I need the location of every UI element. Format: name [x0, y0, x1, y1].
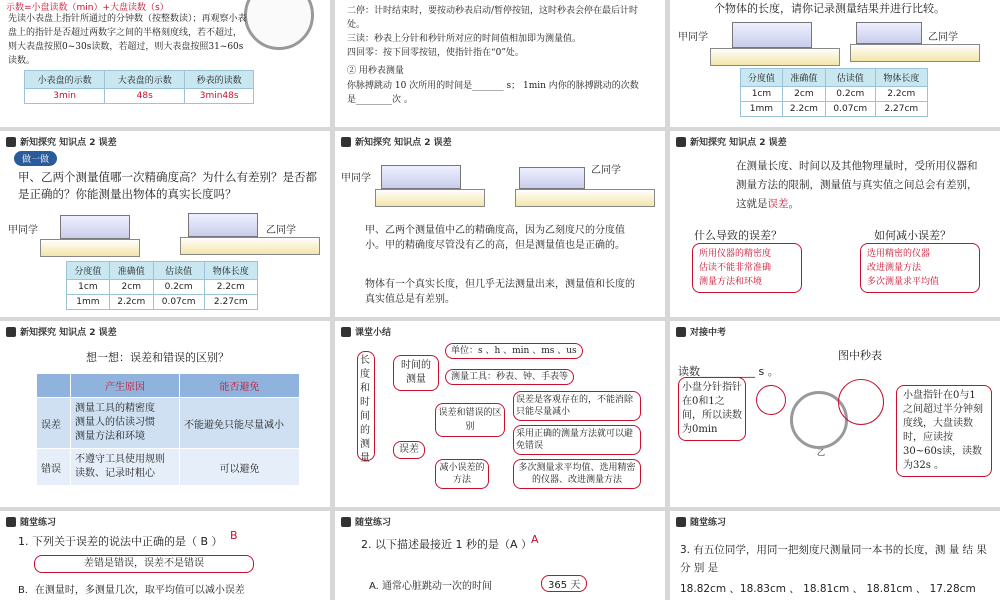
unit-node: 单位：s 、h 、min 、ms 、us	[445, 343, 583, 359]
formula-line: 示数=小盘读数（min）+大盘读数（s）	[6, 3, 169, 13]
practice-icon	[6, 517, 16, 527]
rocket-icon	[6, 137, 16, 147]
slide-header: 新知探究 知识点 2 误差	[6, 135, 117, 148]
option-b[interactable]: B．在测量时，多测量几次，取平均值可以减小误差	[18, 585, 245, 596]
measure-values: 18.82cm 、18.83cm 、 18.81cm 、 18.81cm 、 17.28cm	[680, 583, 976, 595]
label-a: 甲同学	[678, 32, 708, 43]
intro: 个物体的长度，请你记录测量结果并进行比较。	[714, 2, 945, 15]
paragraph-1: 甲、乙两个测量值中乙的精确度高，因为乙刻度尺的分度值小。甲的精确度尽管没有乙的高，但是测量值也是正确的。	[365, 225, 625, 251]
reduce-node: 减小误差的方法	[435, 459, 489, 489]
small-dial-image	[756, 385, 786, 415]
activity-badge: 做一做	[14, 151, 57, 166]
rocket-icon	[676, 137, 686, 147]
reduce-question: 如何减小误差？	[874, 229, 951, 242]
diff-1: 误差是客观存在的，不能消除只能尽量减小	[513, 391, 641, 421]
ruler-b	[180, 237, 320, 255]
slide-7[interactable]	[0, 321, 330, 507]
tool-node: 测量工具：秒表、钟、手表等	[445, 369, 574, 385]
cause-question: 什么导致的误差？	[694, 229, 782, 242]
object-block-b	[519, 167, 585, 189]
slide-6[interactable]	[670, 131, 1000, 317]
measure-table: 分度值 准确值 估读值 物体长度 1cm 2cm 0.2cm 2.2cm 1mm 2.2cm 0.07cm 2.27cm	[740, 68, 928, 117]
slide-header: 随堂练习	[6, 515, 56, 528]
label-b: 乙同学	[928, 32, 958, 43]
ruler-b	[515, 189, 655, 207]
rocket-icon	[6, 327, 16, 337]
slide-header: 对接中考	[676, 325, 726, 338]
object-block-a	[60, 215, 130, 239]
practice-icon	[676, 517, 686, 527]
object-block-b	[188, 213, 258, 237]
label-b: 乙同学	[266, 225, 296, 236]
stopwatch-image	[244, 0, 314, 50]
summary-icon	[341, 327, 351, 337]
match-box: 365 天	[541, 575, 587, 592]
slide-12[interactable]	[670, 511, 1000, 600]
label-b: 乙同学	[591, 165, 621, 176]
question-2: 2. 以下描述最接近 1 秒的是（A ）	[361, 538, 533, 551]
slide-10[interactable]	[0, 511, 330, 600]
answer-2: A	[531, 533, 539, 546]
stopwatch-title: 图中秒表	[838, 349, 882, 362]
option-a[interactable]: A. 通常心脏跳动一次的时间	[369, 581, 493, 592]
step-4: 四回零：按下回零按钮，使指针指在“0”处。	[347, 48, 524, 58]
slide-11[interactable]	[335, 511, 665, 600]
dial-label: 乙	[817, 448, 825, 457]
object-block-a	[732, 22, 812, 48]
slide-header: 随堂练习	[341, 515, 391, 528]
slide-header: 新知探究 知识点 2 误差	[6, 325, 117, 338]
practice-icon	[341, 517, 351, 527]
slide-9[interactable]	[670, 321, 1000, 507]
measure-table: 分度值 准确值 估读值 物体长度 1cm 2cm 0.2cm 2.2cm 1mm 2.2cm 0.07cm 2.27cm	[66, 261, 258, 310]
compare-title: 想一想：误差和错误的区别？	[86, 351, 229, 364]
slide-header: 新知探究 知识点 2 误差	[341, 135, 452, 148]
label-a: 甲同学	[341, 173, 371, 184]
option-a[interactable]: 差错是错误，误差不是错误	[34, 555, 254, 573]
step-2: 二停：计时结束时，要按动秒表启动/暂停按钮，这时秒表会停在最后计时处。	[347, 6, 639, 30]
question-3: 3. 有五位同学，用同一把刻度尺测量同一本书的长度，测 量 结 果 分 别 是	[680, 544, 987, 574]
slide-1[interactable]	[0, 0, 330, 127]
ruler-a	[710, 48, 840, 66]
slide-header: 随堂练习	[676, 515, 726, 528]
time-node: 时间的测量	[393, 355, 439, 391]
slide-3[interactable]	[670, 0, 1000, 127]
reading-paragraph: 先读小表盘上指针所通过的分钟数（按整数读）；再观察小表盘上的指针是否超过两数字之间的半格刻度线，若不超过，则大表盘按照0~30s读数，若超过，则大表盘按照31~60s读数。	[8, 14, 247, 66]
slide-4[interactable]	[0, 131, 330, 317]
exam-icon	[676, 327, 686, 337]
reduce-1: 多次测量求平均值、选用精密的仪器、改进测量方法	[513, 459, 641, 489]
ruler-b	[850, 44, 980, 62]
ruler-a	[375, 189, 485, 207]
object-block-b	[856, 22, 922, 44]
compare-table: 产生原因 能否避免 误差 测量工具的精密度 测量人的估读习惯 测量方法和环境 不能避免只能尽量减小 错误 不遵守工具使用规则 读数、记录时粗心 可以避免	[36, 373, 300, 486]
diff-2: 采用正确的测量方法就可以避免错误	[513, 425, 641, 455]
rocket-icon	[341, 137, 351, 147]
error-definition: 在测量长度、时间以及其他物理量时，受所用仪器和测量方法的限制，测量值与真实值之间总会有差别，这就是误差。	[736, 160, 978, 210]
slide-header: 新知探究 知识点 2 误差	[676, 135, 787, 148]
small-dial-note: 小盘分针指针在0和1之间，所以读数为0min	[678, 377, 746, 441]
answer-1: B	[230, 529, 238, 542]
mindmap-root: 长度和时间的测量	[357, 351, 375, 461]
sub-title: ② 用秒表测量	[347, 66, 404, 76]
paragraph-2: 物体有一个真实长度，但几乎无法测量出来，测量值和长度的真实值总是有差别。	[365, 279, 635, 305]
pulse-question: 你脉搏跳动 10 次所用的时间是_______ s； 1min 内你的脉搏跳动的次数是________次 。	[347, 81, 639, 105]
diff-node: 误差和错误的区别	[435, 403, 505, 437]
question-1: 1. 下列关于误差的说法中正确的是（ B ）	[18, 535, 223, 548]
question: 甲、乙两个测量值哪一次精确度高？为什么有差别？是否都是正确的？你能测量出物体的真实长度吗？	[18, 170, 317, 201]
reading-blank: 读数__________ s 。	[678, 365, 779, 378]
slide-header: 课堂小结	[341, 325, 391, 338]
large-dial-image	[838, 379, 884, 425]
slide-5[interactable]	[335, 131, 665, 317]
error-node: 误差	[393, 441, 425, 459]
large-dial-note: 小盘指针在0与1之间超过半分钟刻度线，大盘读数时，应读按30~60s读，读数为32s 。	[896, 385, 992, 477]
object-block-a	[381, 165, 461, 189]
slide-8[interactable]	[335, 321, 665, 507]
step-3: 三读：秒表上分针和秒针所对应的时间值相加即为测量值。	[347, 34, 582, 44]
label-a: 甲同学	[8, 225, 38, 236]
reading-table: 小表盘的示数 大表盘的示数 秒表的读数 3min 48s 3min48s	[24, 70, 254, 104]
reduce-box: 选用精密的仪器 改进测量方法 多次测量求平均值	[860, 243, 980, 293]
ruler-a	[40, 239, 140, 257]
cause-box: 所用仪器的精密度 估读不能非常准确 测量方法和环境	[692, 243, 802, 293]
slide-2[interactable]	[335, 0, 665, 127]
